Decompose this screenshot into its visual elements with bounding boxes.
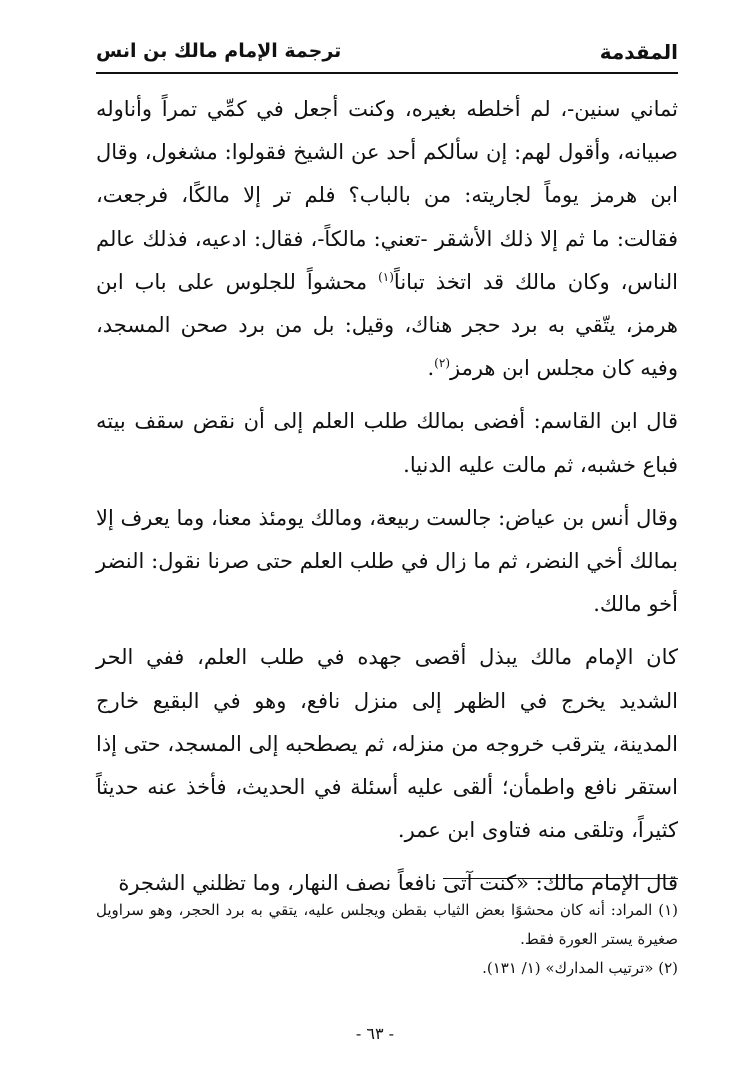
page-number: - ٦٣ - (355, 1024, 395, 1043)
main-text (96, 88, 678, 906)
footnote-ref-2[interactable]: (٢) (434, 356, 450, 371)
footnote-2: (٢) «ترتيب المدارك» (١/ ١٣١). (482, 959, 678, 977)
footnote-ref-1[interactable]: (١) (378, 269, 394, 284)
paragraph-1-part-b: محشواً للجلوس على باب ابن هرمز، يتّقي به برد حجر هناك، وقيل: بل من برد صحن المسجد، وفيه كان مجلس ابن هرمز (96, 269, 678, 381)
footnote-divider (443, 878, 678, 879)
paragraph-1-part-a: ثماني سنين-، لم أخلطه بغيره، وكنت أجعل في كمِّي تمراً وأناوله صبيانه، وأقول لهم: إن سألكم أحد عن الشيخ فقولوا: مشغول، وقال ابن هرمز يوماً لجاريته: من بالباب؟ فلم تر إلا مالكًا، فرجعت، فقالت: ما ثم إلا ذلك الأشقر -تعني: مالكاً-، فقال: ادعيه، فذلك عالم الناس، وكان مالك قد اتخذ تباناً (96, 97, 679, 294)
section-title: المقدمة (599, 40, 678, 64)
header-divider (96, 72, 678, 74)
book-title: ترجمة الإمام مالك بن انس (96, 40, 342, 62)
footnotes (96, 896, 678, 983)
paragraph-3: وقال أنس بن عياض: جالست ربيعة، ومالك يومئذ معنا، وما يعرف إلا بمالك أخي النضر، ثم ما زال في طلب العلم حتى صرنا نقول: النضر أخو مالك. (96, 505, 678, 617)
running-header (96, 36, 678, 76)
paragraph-5: قال الإمام مالك: «كنت آتى نافعاً نصف النهار، وما تظلني الشجرة (118, 871, 678, 896)
paragraph-1 (96, 88, 678, 390)
paragraph-1-part-c: . (427, 356, 435, 381)
paragraph-2: قال ابن القاسم: أفضى بمالك طلب العلم إلى أن نقض سقف بيته فباع خشبه، ثم مالت عليه الدنيا. (96, 409, 678, 477)
paragraph-4: كان الإمام مالك يبذل أقصى جهده في طلب العلم، ففي الحر الشديد يخرج في الظهر إلى منزل نافع، وهو في البقيع خارج المدينة، يترقب خروجه من منزله، ثم يصطحبه إلى المسجد، حتى إذا استقر نافع واطمأن؛ ألقى عليه أسئلة في الحديث، فأخذ عنه حديثاً كثيراً، وتلقى منه فتاوى ابن عمر. (96, 645, 678, 843)
footnote-1: (١) المراد: أنه كان محشوًا بعض الثياب بقطن ويجلس عليه، يتقي به برد الحجر، وهو سراويل صغيرة يستر العورة فقط. (96, 901, 678, 948)
